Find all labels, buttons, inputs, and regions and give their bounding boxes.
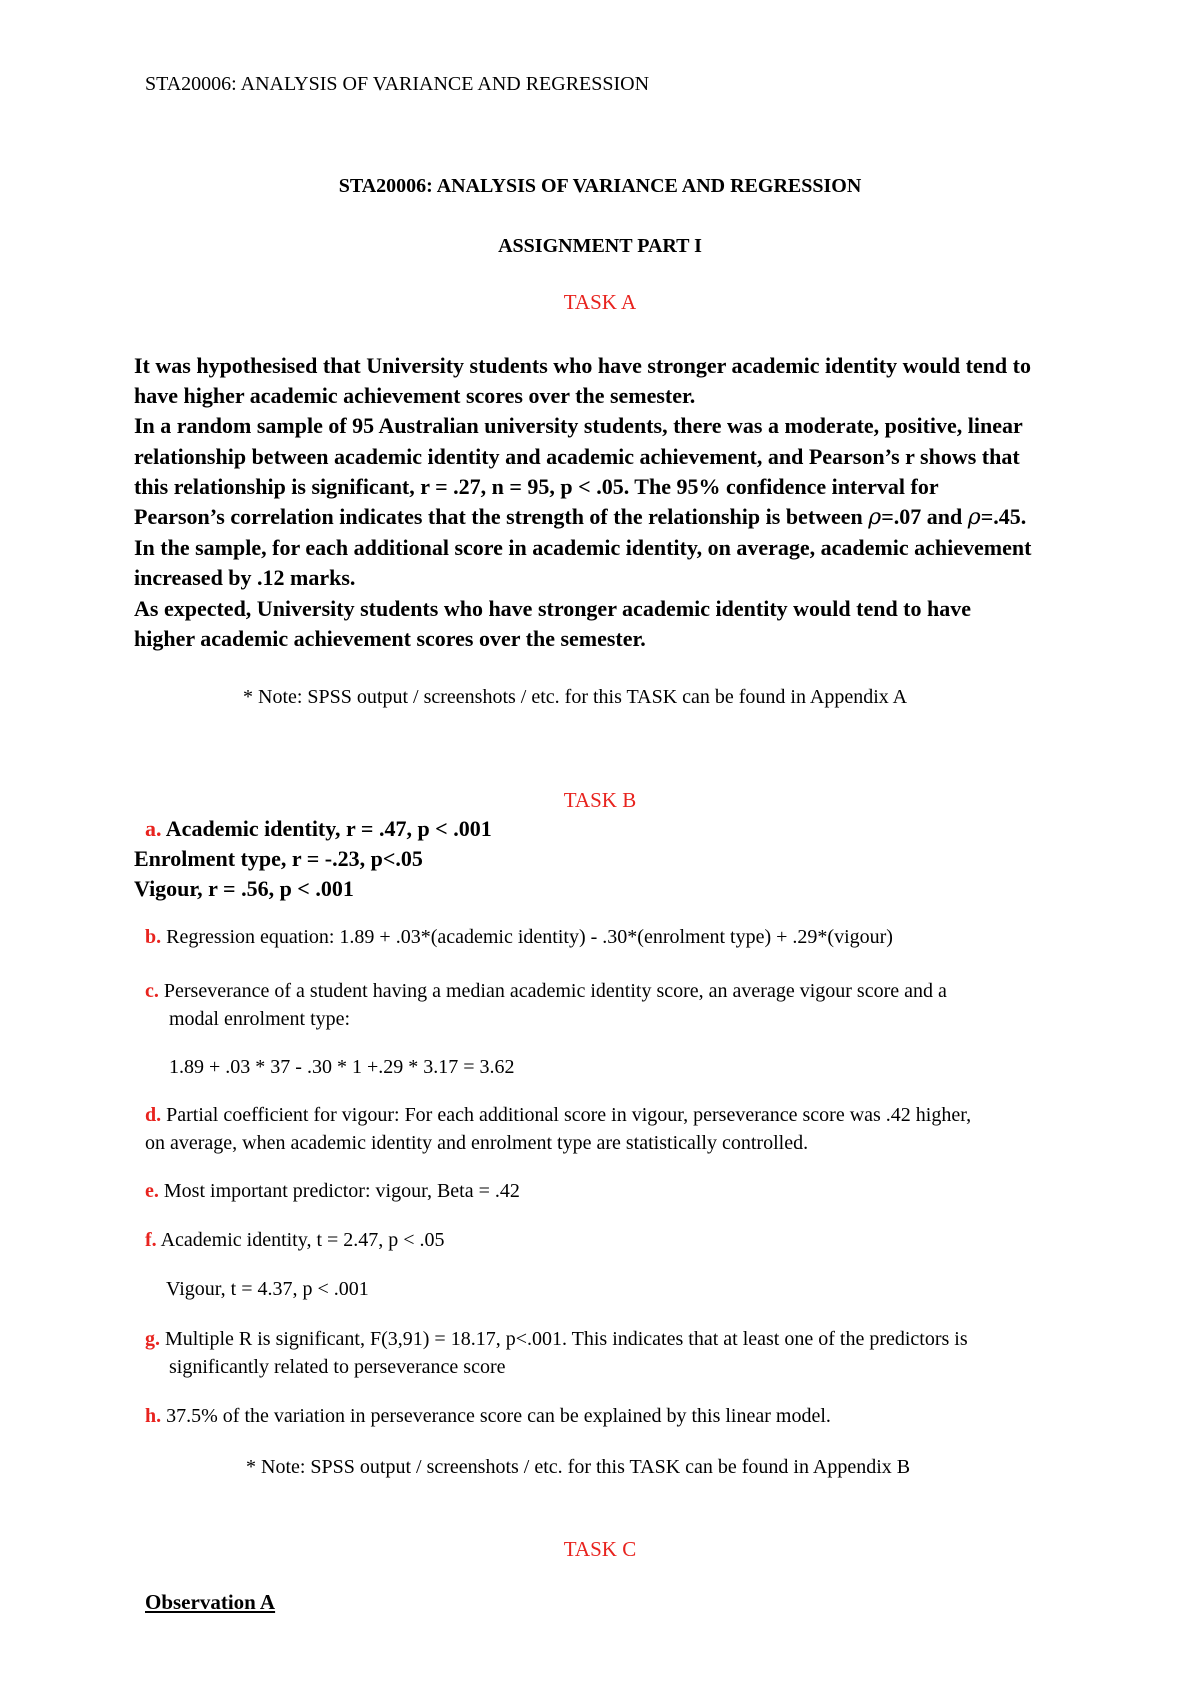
answer-a-line2: Enrolment type, r = -.23, p<.05 (134, 846, 423, 871)
answer-b-text: Regression equation: 1.89 + .03*(academic identity) - .30*(enrolment type) + .29*(vigour) (161, 926, 893, 948)
answer-a-label: a. (145, 816, 162, 841)
answer-e (145, 1180, 520, 1203)
answer-f-text: Academic identity, t = 2.47, p < .05 (156, 1229, 445, 1251)
task-b-heading: TASK B (563, 788, 637, 812)
task-a-line: In the sample, for each additional score in academic identity, on average, academic achievement (134, 535, 1032, 561)
answer-d-text: Partial coefficient for vigour: For each additional score in vigour, perseverance score was .42 higher, (161, 1104, 972, 1126)
answer-c-calc: 1.89 + .03 * 37 - .30 * 1 +.29 * 3.17 = 3.62 (169, 1056, 515, 1078)
rho-line-text: Pearson’s correlation indicates that the strength of the relationship is between (134, 504, 869, 530)
answer-g-text: Multiple R is significant, F(3,91) = 18.17, p<.001. This indicates that at least one of the predictors is (160, 1328, 968, 1350)
answer-d-line2: on average, when academic identity and enrolment type are statistically controlled. (145, 1132, 809, 1154)
answer-g-line2: significantly related to perseverance score (169, 1356, 506, 1378)
answer-c-text: Perseverance of a student having a median academic identity score, an average vigour score and a (158, 980, 947, 1002)
answer-c-line1 (145, 980, 947, 1003)
answer-h (145, 1405, 831, 1428)
answer-e-label: e. (145, 1180, 159, 1202)
task-a-line: It was hypothesised that University students who have stronger academic identity would tend to (134, 353, 1031, 378)
task-a-line: have higher academic achievement scores over the semester. (134, 383, 696, 409)
answer-c-label: c. (145, 980, 159, 1002)
answer-a-text: Academic identity, r = .47, p < .001 (161, 816, 492, 841)
rho-upper-value: =.45. (980, 504, 1027, 530)
answer-a-line1 (145, 816, 492, 842)
observation-a-heading: Observation A (145, 1590, 276, 1614)
task-a-line: relationship between academic identity and academic achievement, and Pearson’s r shows that (134, 443, 1020, 469)
answer-h-text: 37.5% of the variation in perseverance score can be explained by this linear model. (161, 1405, 831, 1427)
answer-d-label: d. (145, 1104, 162, 1126)
answer-e-text: Most important predictor: vigour, Beta = .42 (158, 1180, 520, 1202)
task-b-note: * Note: SPSS output / screenshots / etc. for this TASK can be found in Appendix B (246, 1456, 911, 1478)
answer-g-line1 (145, 1328, 968, 1351)
answer-f-label: f. (145, 1229, 157, 1251)
answer-f-line2: Vigour, t = 4.37, p < .001 (166, 1278, 369, 1300)
task-a-rho-line (134, 502, 1154, 533)
task-c-heading: TASK C (563, 1537, 637, 1561)
answer-b (145, 926, 893, 949)
answer-g-label: g. (145, 1328, 160, 1350)
task-a-line: As expected, University students who have stronger academic identity would tend to have (134, 595, 971, 621)
running-header: STA20006: ANALYSIS OF VARIANCE AND REGRESSION (145, 73, 650, 95)
answer-b-label: b. (145, 926, 162, 948)
task-a-line: increased by .12 marks. (134, 565, 356, 591)
answer-f-line1 (145, 1229, 445, 1252)
document-title: STA20006: ANALYSIS OF VARIANCE AND REGRESSION (338, 175, 862, 197)
answer-c-line2: modal enrolment type: (169, 1008, 351, 1030)
rho-symbol: ρ (967, 505, 981, 531)
rho-symbol: ρ (868, 505, 882, 531)
answer-d-line1 (145, 1104, 971, 1127)
task-a-heading: TASK A (563, 290, 637, 314)
rho-lower-value: =.07 and (881, 504, 968, 530)
task-a-line: this relationship is significant, r = .27, n = 95, p < .05. The 95% confidence interval for (134, 473, 939, 499)
answer-a-line3: Vigour, r = .56, p < .001 (134, 876, 354, 901)
answer-h-label: h. (145, 1405, 162, 1427)
task-a-note: * Note: SPSS output / screenshots / etc. for this TASK can be found in Appendix A (243, 686, 908, 708)
task-a-line: higher academic achievement scores over the semester. (134, 625, 646, 651)
task-a-paragraph (134, 351, 1154, 654)
task-a-line: In a random sample of 95 Australian university students, there was a moderate, positive, linear (134, 413, 1023, 439)
document-subtitle: ASSIGNMENT PART I (498, 235, 702, 257)
